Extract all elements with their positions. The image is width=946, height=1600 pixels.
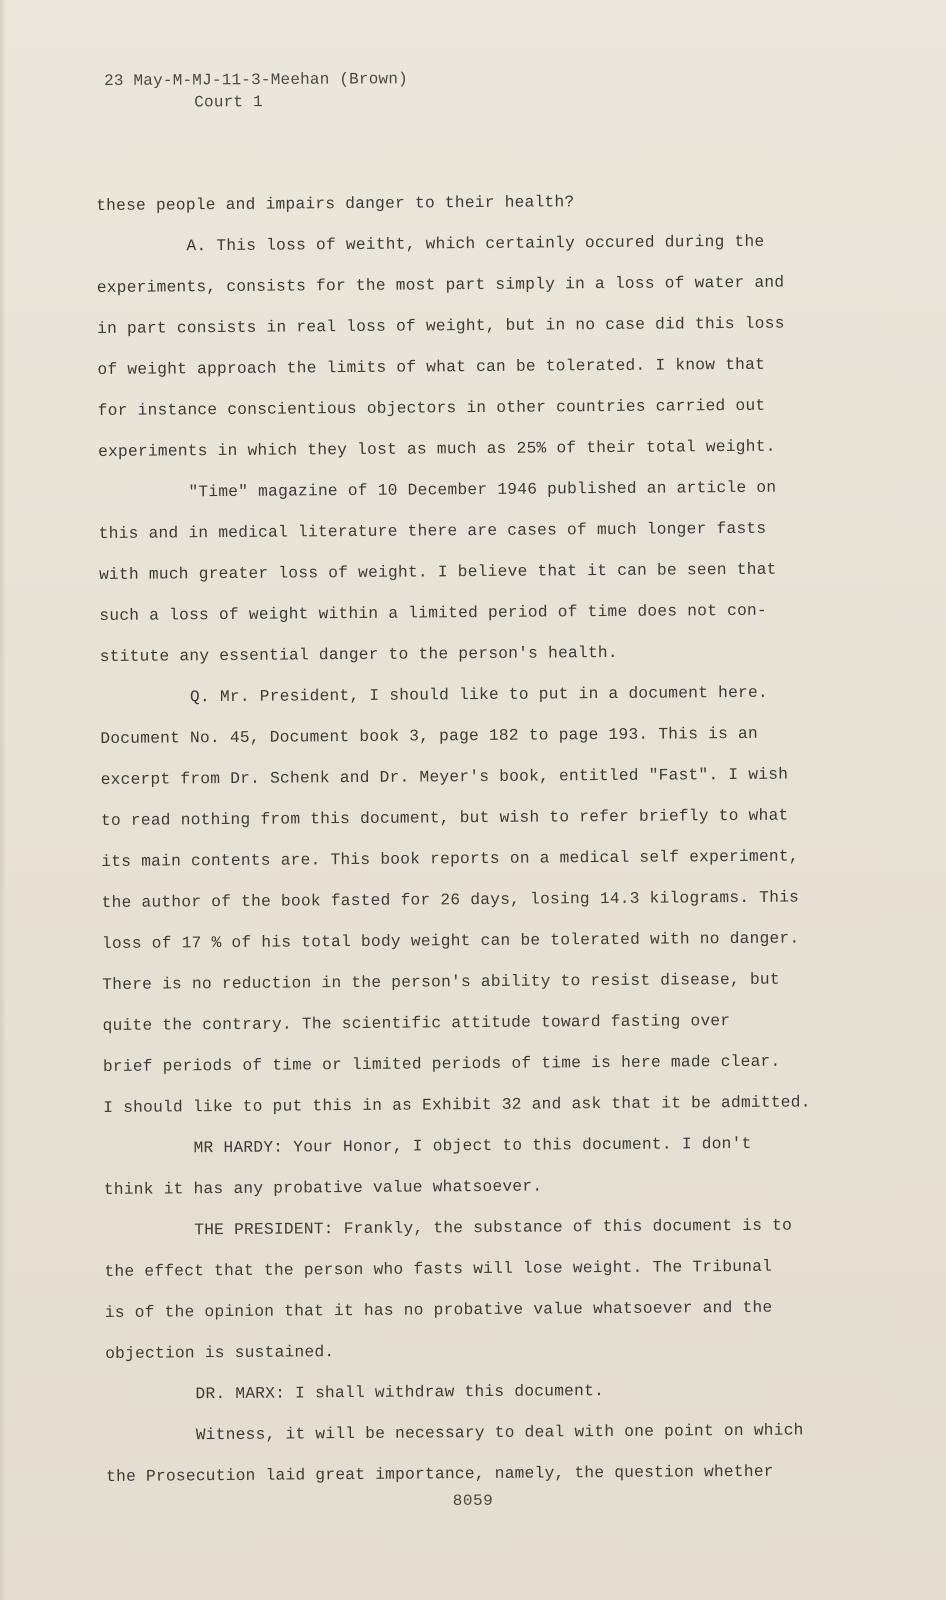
text-line: brief periods of time or limited periods of time is here made clear. bbox=[102, 1052, 781, 1076]
text-line: for instance conscientious objectors in other countries carried out bbox=[97, 396, 766, 420]
text-line: experiments in which they lost as much as 25% of their total weight. bbox=[98, 437, 776, 461]
text-line: of weight approach the limits of what can be tolerated. I know that bbox=[97, 355, 766, 379]
text-line: with much greater loss of weight. I believe that it can be seen that bbox=[98, 560, 777, 584]
text-line: excerpt from Dr. Schenk and Dr. Meyer's book, entitled "Fast". I wish bbox=[100, 765, 789, 789]
document-header bbox=[104, 68, 408, 114]
text-line: MR HARDY: Your Honor, I object to this document. I don't bbox=[193, 1134, 752, 1158]
text-line: is of the opinion that it has no probative value whatsoever and the bbox=[104, 1298, 773, 1322]
text-line: experiments, consists for the most part simply in a loss of water and bbox=[96, 273, 785, 297]
page-number: 8059 bbox=[452, 1492, 494, 1510]
text-line: its main contents are. This book reports on a medical self experiment, bbox=[101, 847, 799, 871]
header-court: Court 1 bbox=[194, 93, 263, 112]
text-line: Witness, it will be necessary to deal with one point on which bbox=[195, 1421, 804, 1445]
text-line: I should like to put this in as Exhibit 32 and ask that it be admitted. bbox=[103, 1093, 811, 1117]
text-line: Q. Mr. President, I should like to put in a document here. bbox=[189, 683, 768, 707]
text-line: to read nothing from this document, but wish to refer briefly to what bbox=[100, 806, 789, 830]
text-line: loss of 17 % of his total body weight can be tolerated with no danger. bbox=[101, 929, 800, 953]
text-line: objection is sustained. bbox=[105, 1343, 335, 1363]
text-line: THE PRESIDENT: Frankly, the substance of this document is to bbox=[194, 1216, 793, 1240]
text-line: "Time" magazine of 10 December 1946 published an article on bbox=[188, 478, 777, 502]
text-line: such a loss of weight within a limited period of time does not con- bbox=[99, 601, 768, 625]
transcript-body bbox=[96, 180, 846, 1498]
text-line: A. This loss of weitht, which certainly occured during the bbox=[186, 232, 765, 256]
text-line: the Prosecution laid great importance, namely, the question whether bbox=[106, 1462, 774, 1486]
text-line: quite the contrary. The scientific attitude toward fasting over bbox=[102, 1012, 731, 1035]
text-line: this and in medical literature there are cases of much longer fasts bbox=[98, 519, 767, 543]
text-line: DR. MARX: I shall withdraw this document. bbox=[195, 1382, 605, 1404]
text-line: in part consists in real loss of weight, but in no case did this loss bbox=[97, 314, 785, 338]
text-line: the effect that the person who fasts will lose weight. The Tribunal bbox=[104, 1257, 773, 1281]
page-edge-shadow bbox=[0, 0, 6, 1600]
text-line: think it has any probative value whatsoever. bbox=[103, 1177, 543, 1199]
header-reference: 23 May-M-MJ-11-3-Meehan (Brown) bbox=[104, 70, 408, 90]
text-line: There is no reduction in the person's ability to resist disease, but bbox=[102, 970, 780, 994]
text-line: Document No. 45, Document book 3, page 182 to page 193. This is an bbox=[100, 724, 759, 748]
text-line: these people and impairs danger to their health? bbox=[96, 193, 575, 215]
text-line: stitute any essential danger to the person's health. bbox=[99, 643, 618, 666]
text-line: the author of the book fasted for 26 days, losing 14.3 kilograms. This bbox=[101, 888, 800, 912]
